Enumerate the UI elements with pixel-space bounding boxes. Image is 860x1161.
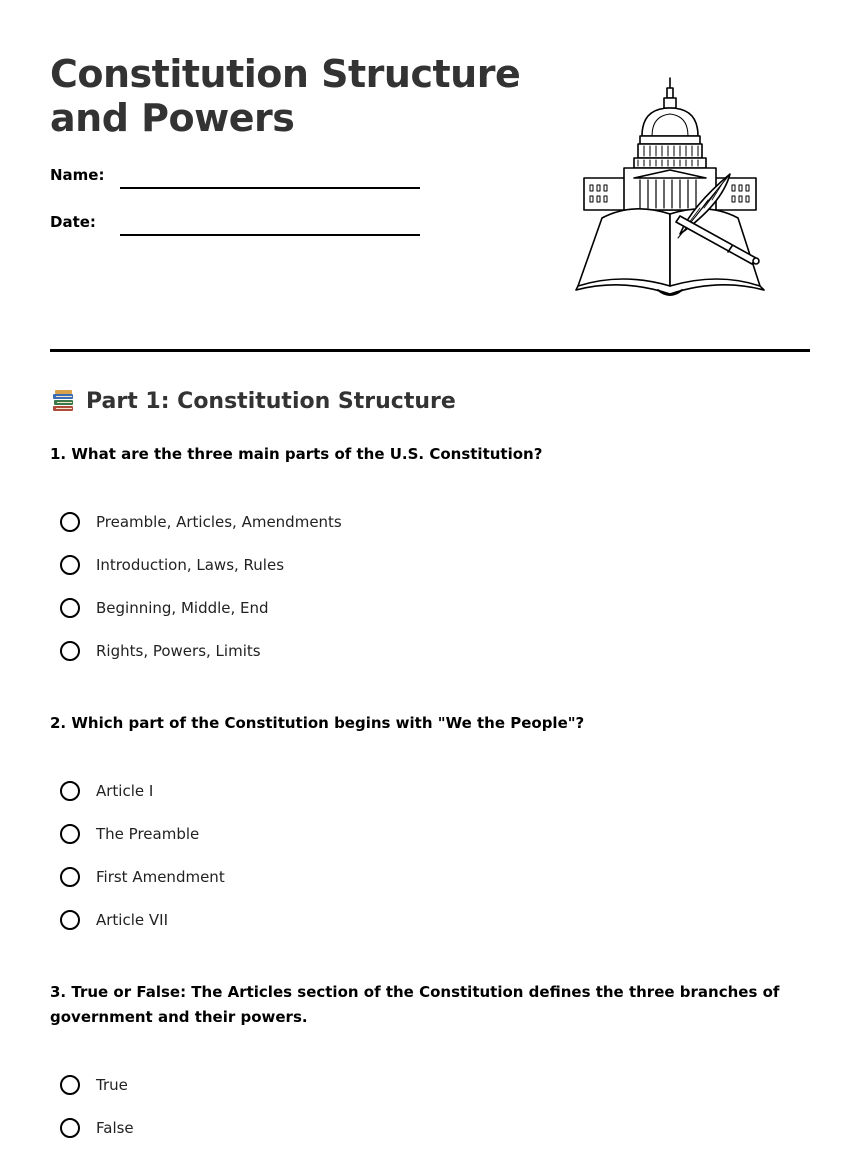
q2-option-3[interactable]	[60, 865, 225, 889]
question-1-text: 1. What are the three main parts of the U.S. Constitution?	[50, 445, 543, 463]
option-label: Beginning, Middle, End	[96, 599, 269, 617]
radio-circle-icon[interactable]	[60, 867, 80, 887]
name-field[interactable]	[120, 187, 420, 189]
books-icon	[50, 388, 76, 414]
name-label: Name:	[50, 166, 105, 184]
radio-circle-icon[interactable]	[60, 512, 80, 532]
radio-circle-icon[interactable]	[60, 824, 80, 844]
option-label: The Preamble	[96, 825, 200, 843]
q1-option-1[interactable]	[60, 510, 342, 534]
radio-circle-icon[interactable]	[60, 781, 80, 801]
question-2-text: 2. Which part of the Constitution begins with "We the People"?	[50, 714, 585, 732]
date-field[interactable]	[120, 234, 420, 236]
worksheet-title: Constitution Structure and Powers	[50, 52, 521, 140]
radio-circle-icon[interactable]	[60, 555, 80, 575]
option-label: Article I	[96, 782, 154, 800]
option-label: Rights, Powers, Limits	[96, 642, 261, 660]
section-divider	[50, 349, 810, 352]
q2-option-2[interactable]	[60, 822, 199, 846]
radio-circle-icon[interactable]	[60, 641, 80, 661]
option-label: Introduction, Laws, Rules	[96, 556, 285, 574]
option-label: False	[96, 1119, 134, 1137]
radio-circle-icon[interactable]	[60, 910, 80, 930]
q1-option-3[interactable]	[60, 596, 269, 620]
q3-option-1[interactable]	[60, 1073, 128, 1097]
option-label: Preamble, Articles, Amendments	[96, 513, 342, 531]
radio-circle-icon[interactable]	[60, 1118, 80, 1138]
radio-circle-icon[interactable]	[60, 598, 80, 618]
capitol-book-quill-icon	[572, 74, 768, 300]
section-title-text: Part 1: Constitution Structure	[86, 388, 456, 414]
q3-option-2[interactable]	[60, 1116, 134, 1140]
q2-option-1[interactable]	[60, 779, 153, 803]
q1-option-4[interactable]	[60, 639, 261, 663]
q2-option-4[interactable]	[60, 908, 168, 932]
radio-circle-icon[interactable]	[60, 1075, 80, 1095]
section-title-part1	[50, 388, 456, 414]
option-label: True	[96, 1076, 128, 1094]
option-label: First Amendment	[96, 868, 225, 886]
question-3-text: 3. True or False: The Articles section of the Constitution defines the three branches of government and their powers.	[50, 983, 780, 1026]
option-label: Article VII	[96, 911, 168, 929]
q1-option-2[interactable]	[60, 553, 284, 577]
date-label: Date:	[50, 213, 96, 231]
